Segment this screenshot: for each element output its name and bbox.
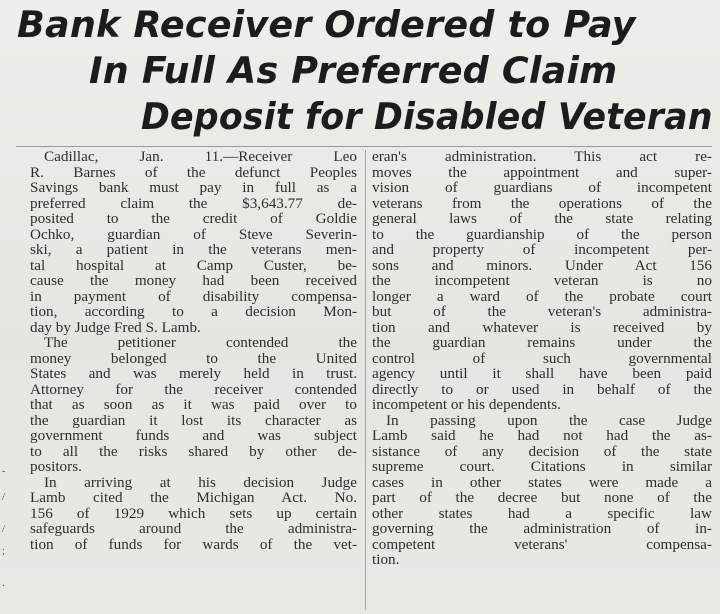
article-text-line: tion. bbox=[372, 552, 400, 568]
article-text-line: moves the appointment and super- bbox=[372, 164, 712, 180]
article-text-line: veterans from the operations of the bbox=[372, 195, 712, 211]
headline bbox=[0, 0, 720, 146]
article-text-line: eran's administration. This act re- bbox=[372, 149, 712, 165]
article-text-line: but of the veteran's administra- bbox=[372, 304, 712, 320]
column-divider bbox=[365, 150, 366, 610]
article-text-line: Cadillac, Jan. 11.—Receiver Leo bbox=[44, 149, 357, 165]
article-text-line: Lamb cited the Michigan Act. No. bbox=[30, 490, 357, 506]
article-text-line: tion, according to a decision Mon- bbox=[30, 304, 357, 320]
article-text-line: States and was merely held in trust. bbox=[30, 366, 357, 382]
article-text-line: longer a ward of the probate court bbox=[372, 288, 712, 304]
article-text-line: the guardian it lost its character as bbox=[30, 412, 357, 428]
article-text-line: governing the administration of in- bbox=[372, 521, 712, 537]
article-column-left bbox=[30, 149, 357, 552]
article-text-line: safeguards around the administra- bbox=[30, 521, 357, 537]
article-text-line: R. Barnes of the defunct Peoples bbox=[30, 164, 357, 180]
article-text-line: control of such governmental bbox=[372, 350, 712, 366]
article-text-line: money belonged to the United bbox=[30, 350, 357, 366]
article-column-right bbox=[372, 149, 712, 568]
article-text-line: agency until it shall have been paid bbox=[372, 366, 712, 382]
article-text-line: ski, a patient in the veterans men- bbox=[30, 242, 357, 258]
article-text-line: Savings bank must pay in full as a bbox=[30, 180, 357, 196]
article-text-line: In arriving at his decision Judge bbox=[44, 474, 357, 490]
gutter-mark: ; bbox=[2, 545, 6, 557]
article-text-line: that as soon as it was paid over to bbox=[30, 397, 357, 413]
headline-line-1: Bank Receiver Ordered to Pay bbox=[17, 3, 636, 46]
article-text-line: preferred claim the $3,643.77 de- bbox=[30, 195, 357, 211]
article-text-line: tion of funds for wards of the vet- bbox=[30, 536, 357, 552]
article-text-line: the guardian remains under the bbox=[372, 335, 712, 351]
article-text-line: sons and minors. Under Act 156 bbox=[372, 257, 712, 273]
article-text-line: posited to the credit of Goldie bbox=[30, 211, 357, 227]
gutter-mark: / bbox=[2, 523, 6, 535]
article-text-line: competent veterans' compensa- bbox=[372, 536, 712, 552]
article-text-line: part of the decree but none of the bbox=[372, 490, 712, 506]
article-text-line: government funds and was subject bbox=[30, 428, 357, 444]
article-text-line: other states had a specific law bbox=[372, 505, 712, 521]
article-text-line: to the guardianship of the person bbox=[372, 226, 712, 242]
article-text-line: cause the money had been received bbox=[30, 273, 357, 289]
article-text-line: cases in other states were made a bbox=[372, 474, 712, 490]
article-text-line: In passing upon the case Judge bbox=[386, 412, 712, 428]
article-text-line: day by Judge Fred S. Lamb. bbox=[30, 319, 201, 335]
gutter-mark: - bbox=[2, 465, 6, 477]
article-text-line: The petitioner contended the bbox=[44, 335, 357, 351]
article-text-line: vision of guardians of incompetent bbox=[372, 180, 712, 196]
article-text-line: directly to or used in behalf of the bbox=[372, 381, 712, 397]
headline-line-2: In Full As Preferred Claim bbox=[89, 49, 618, 92]
article-text-line: in payment of disability compensa- bbox=[30, 288, 357, 304]
article-text-line: general laws of the state relating bbox=[372, 211, 712, 227]
gutter-mark: . bbox=[2, 577, 5, 589]
article-text-line: Lamb said he had not had the as- bbox=[372, 428, 712, 444]
article-text-line: sistance of any decision of the state bbox=[372, 443, 712, 459]
article-text-line: Ochko, guardian of Steve Severin- bbox=[30, 226, 357, 242]
article-text-line: to all the risks shared by other de- bbox=[30, 443, 357, 459]
article-text-line: Attorney for the receiver contended bbox=[30, 381, 357, 397]
article-text-line: 156 of 1929 which sets up certain bbox=[30, 505, 357, 521]
article-text-line: the incompetent veteran is no bbox=[372, 273, 712, 289]
article-text-line: and property of incompetent per- bbox=[372, 242, 712, 258]
article-text-line: tion and whatever is received by bbox=[372, 319, 712, 335]
article-text-line: tal hospital at Camp Custer, be- bbox=[30, 257, 357, 273]
gutter-mark: / bbox=[2, 491, 6, 503]
article-text-line: incompetent or his dependents. bbox=[372, 397, 561, 413]
article-text-line: positors. bbox=[30, 459, 82, 475]
headline-line-3: Deposit for Disabled Veteran bbox=[141, 95, 713, 138]
article-text-line: supreme court. Citations in similar bbox=[372, 459, 712, 475]
headline-rule bbox=[16, 146, 712, 147]
